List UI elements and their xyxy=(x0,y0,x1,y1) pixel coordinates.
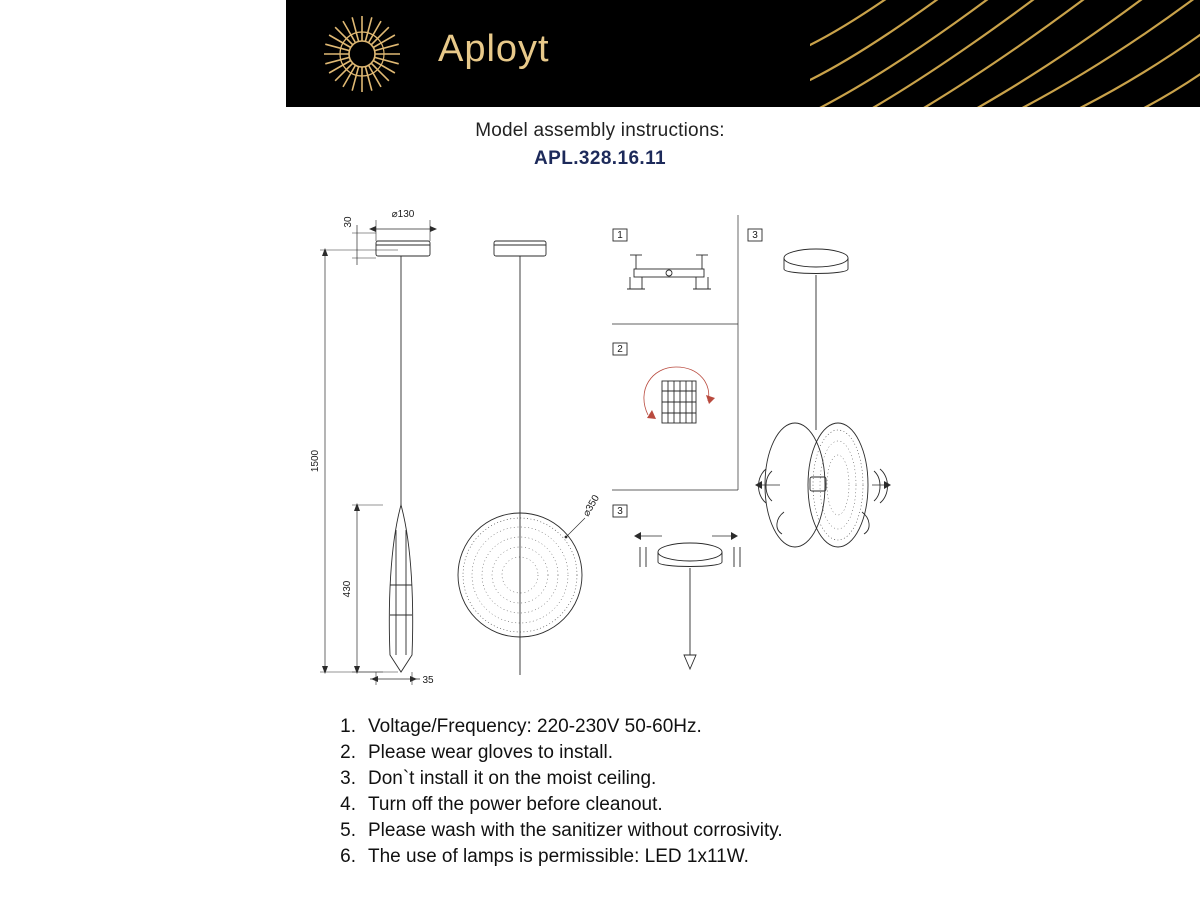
center-pendant-drawing xyxy=(458,241,585,675)
model-number: APL.328.16.11 xyxy=(534,148,666,169)
technical-drawing xyxy=(0,185,1200,705)
step-4-panel xyxy=(748,229,891,547)
list-item-number: 4. xyxy=(340,794,356,815)
list-item xyxy=(322,766,1122,791)
dim-canopy-diameter: ⌀130 xyxy=(391,209,415,220)
list-item-text: Please wear gloves to install. xyxy=(368,742,614,763)
instructions-list xyxy=(322,714,1122,870)
sunburst-logo-icon xyxy=(322,14,402,94)
list-item xyxy=(322,792,1122,817)
dim-fixture-depth: 35 xyxy=(422,675,434,686)
dim-height-total: 1500 xyxy=(310,449,321,473)
page-title: Model assembly instructions: xyxy=(475,120,725,141)
list-item-number: 2. xyxy=(340,742,356,763)
list-item xyxy=(322,740,1122,765)
list-item-text: Turn off the power before cleanout. xyxy=(368,794,663,815)
list-item-text: Please wash with the sanitizer without corrosivity. xyxy=(368,820,783,841)
list-item-text: Don`t install it on the moist ceiling. xyxy=(368,768,657,789)
list-item-text: Voltage/Frequency: 220-230V 50-60Hz. xyxy=(368,716,702,737)
list-item-number: 5. xyxy=(340,820,356,841)
title-block xyxy=(0,120,1200,170)
step-1-panel xyxy=(613,229,711,289)
dim-canopy-height: 30 xyxy=(343,216,354,228)
dim-shade-diameter: ⌀350 xyxy=(581,493,602,519)
header-banner xyxy=(286,0,1200,107)
list-item-number: 3. xyxy=(340,768,356,789)
step-4-number: 3 xyxy=(752,230,758,241)
brand-name: Aployt xyxy=(438,28,550,70)
list-item xyxy=(322,714,1122,739)
list-item-number: 6. xyxy=(340,846,356,867)
list-item-number: 1. xyxy=(340,716,356,737)
step-3-number: 3 xyxy=(617,506,623,517)
palm-fan-decor-icon xyxy=(810,0,1200,107)
left-elevation-drawing xyxy=(320,220,437,685)
step-2-panel xyxy=(613,343,715,423)
list-item xyxy=(322,844,1122,869)
dim-fixture-height: 430 xyxy=(342,580,353,598)
step-1-number: 1 xyxy=(617,230,623,241)
step-2-number: 2 xyxy=(617,344,623,355)
list-item-text: The use of lamps is permissible: LED 1x11W. xyxy=(368,846,749,867)
step-3-panel xyxy=(613,505,740,669)
list-item xyxy=(322,818,1122,843)
